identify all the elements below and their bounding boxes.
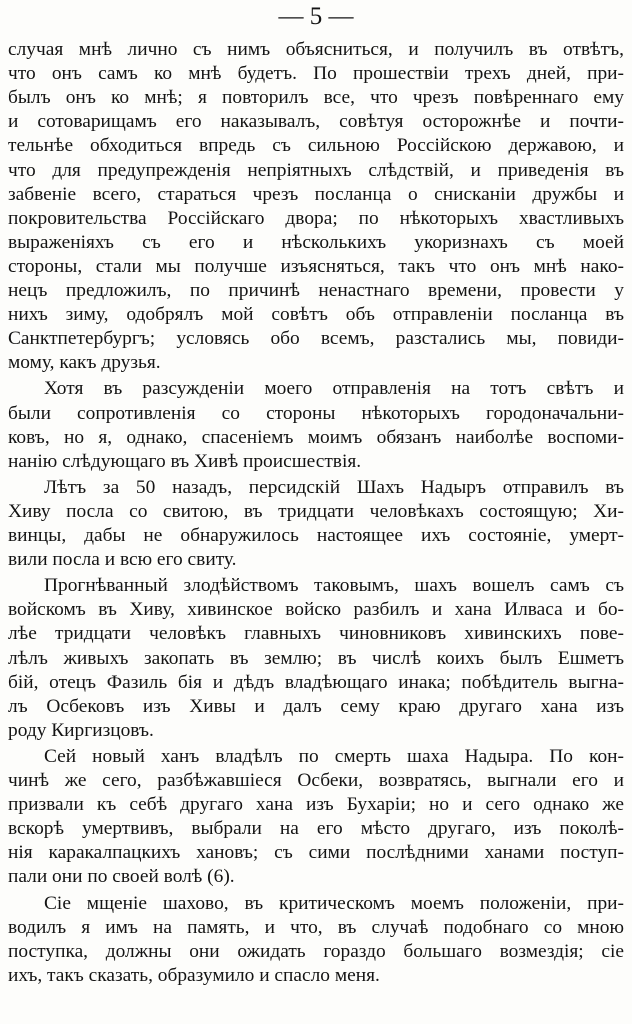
page-number-header: — 5 — xyxy=(278,3,354,30)
text-line: войскомъ въ Хиву, хивинское войско разбилъ и хана Илваса и бо- xyxy=(8,599,624,621)
text-line: что онъ самъ ко мнѣ будетъ. По прошествіи трехъ дней, при- xyxy=(8,63,624,85)
text-line: вскорѣ умертвивъ, выбрали на его мѣсто другаго, изъ поколѣ- xyxy=(8,818,624,840)
text-line: покровительства Россійскаго двора; по нѣкоторыхъ хвастливыхъ xyxy=(8,207,624,229)
text-line: лѣлъ живыхъ закопать въ землю; въ числѣ коихъ былъ Ешметъ xyxy=(8,647,624,669)
text-line: забвеніе всего, стараться чрезъ посланца о снисканіи дружбы и xyxy=(8,183,624,205)
text-line: Хиву посла со свитою, въ тридцати человѣкахъ состоящую; Хи- xyxy=(8,500,624,522)
text-line: призвали къ себѣ другаго хана изъ Бухаріи; но и сего однако же xyxy=(8,794,624,816)
text-line: случая мнѣ лично съ нимъ объясниться, и получилъ въ отвѣтъ, xyxy=(8,39,624,60)
text-line: Лѣтъ за 50 назадъ, персидскій Шахъ Надыръ отправилъ въ xyxy=(44,476,624,498)
text-line: мому, какъ друзья. xyxy=(8,352,161,374)
text-line: чинѣ же сего, разбѣжавшіеся Осбеки, возвратясь, выгнали его и xyxy=(8,770,624,791)
text-line: и сотоварищамъ его наказывалъ, совѣтуя осторожнѣе и почти- xyxy=(8,111,624,133)
text-line: роду Киргизцовъ. xyxy=(8,719,154,741)
text-line: Сіе мщеніе шахово, въ критическомъ моемъ положеніи, при- xyxy=(44,892,624,914)
text-line: винцы, дабы не обнаружилось настоящее ихъ состояніе, умерт- xyxy=(8,525,624,546)
text-line: лъ Осбековъ изъ Хивы и далъ сему краю другаго хана изъ xyxy=(8,695,624,717)
text-line: были сопротивленія со стороны нѣкоторыхъ городоначальни- xyxy=(8,402,624,424)
text-line: водилъ я имъ на память, и что, въ случаѣ подобнаго со мною xyxy=(8,916,624,938)
text-line: тельнѣе обходиться впредь съ сильною Россійскою державою, и xyxy=(8,135,624,157)
text-line: стороны, стали мы получше изъясняться, такъ что онъ мнѣ нако- xyxy=(8,255,624,277)
text-line: поступка, должны они ожидать гораздо большаго возмездія; сіе xyxy=(8,940,624,962)
text-line: нія каракалпацкихъ хановъ; съ сими послѣдними ханами поступ- xyxy=(8,842,624,864)
text-line: ковъ, но я, однако, спасеніемъ моимъ обязанъ наиболѣе воспоми- xyxy=(8,426,624,448)
text-line: Санктпетербургъ; условясь обо всемъ, разстались мы, повиди- xyxy=(8,328,624,350)
text-line: выраженіяхъ съ его и нѣсколькихъ укоризнахъ съ моей xyxy=(8,231,624,253)
text-line: лѣе тридцати человѣкъ главныхъ чиновниковъ хивинскихъ пове- xyxy=(8,623,624,645)
text-line: нецъ предложилъ, по причинѣ ненастнаго времени, провести у xyxy=(8,280,624,301)
text-line: пали они по своей волѣ (6). xyxy=(8,866,235,888)
text-line: вили посла и всю его свиту. xyxy=(8,549,237,571)
text-line: бій, отецъ Фазиль бія и дѣдъ владѣющаго инака; побѣдитель выгна- xyxy=(8,671,624,693)
text-line: Хотя въ разсужденіи моего отправленія на тотъ свѣтъ и xyxy=(44,378,624,400)
text-line: ихъ, такъ сказать, образумило и спасло меня. xyxy=(8,964,380,986)
text-line: Сей новый ханъ владѣлъ по смерть шаха Надыра. По кон- xyxy=(44,745,624,767)
text-line: Прогнѣванный злодѣйствомъ таковымъ, шахъ вошелъ самъ съ xyxy=(44,575,624,597)
text-line: что для предупрежденія непріятныхъ слѣдствій, и приведенія въ xyxy=(8,159,624,181)
text-line: нихъ зиму, одобрялъ мой совѣтъ объ отправленіи посланца въ xyxy=(8,304,624,326)
text-line: нанію слѣдующаго въ Хивѣ происшествія. xyxy=(8,450,362,472)
text-line: былъ онъ ко мнѣ; я повторилъ все, что чрезъ повѣреннаго ему xyxy=(8,87,624,109)
